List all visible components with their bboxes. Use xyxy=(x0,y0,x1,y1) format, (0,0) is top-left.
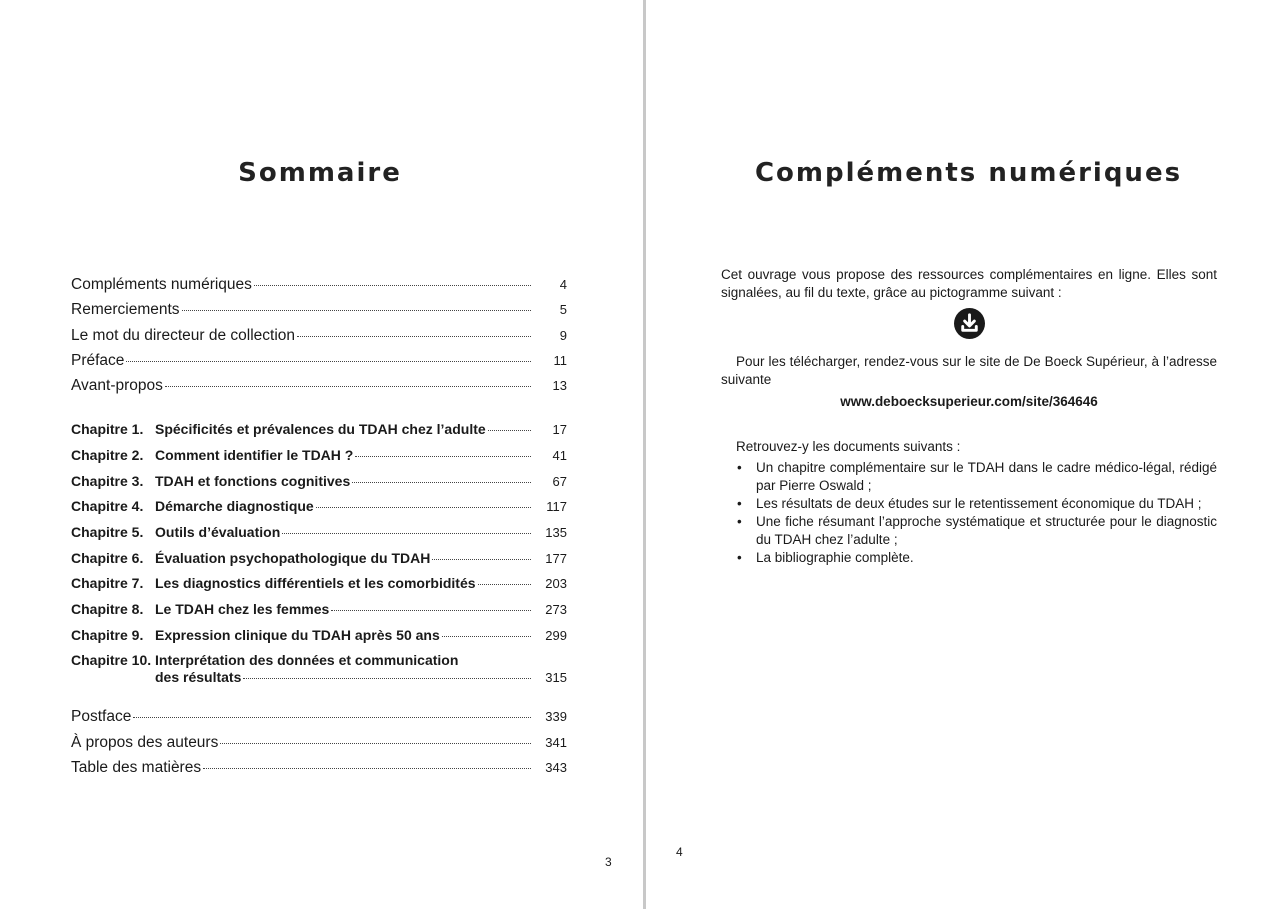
toc-chapter[interactable] xyxy=(71,524,567,540)
toc-entry[interactable] xyxy=(71,352,567,370)
chapter-page: 315 xyxy=(545,670,567,685)
chapter-page: 117 xyxy=(546,499,567,514)
toc-entry-label: Compléments numériques xyxy=(71,276,252,293)
chapter-number: Chapitre 4. xyxy=(71,498,144,514)
toc-entry[interactable] xyxy=(71,276,567,294)
toc-entry-label: Le mot du directeur de collection xyxy=(71,327,296,344)
list-item: • Un chapitre complémentaire sur le TDAH dans le cadre médico-légal, rédigé par Pierre Oswald ; xyxy=(721,459,1217,495)
dot-leader xyxy=(478,584,531,585)
chapter-page: 41 xyxy=(552,448,567,463)
chapter-title: Démarche diagnostique xyxy=(155,498,314,514)
chapter-page: 67 xyxy=(552,474,567,489)
toc-chapter[interactable] xyxy=(71,550,567,566)
toc-entry[interactable] xyxy=(71,327,567,345)
chapter-number: Chapitre 9. xyxy=(71,627,144,643)
toc-entry-page: 11 xyxy=(553,353,567,368)
page-title: Sommaire xyxy=(238,158,402,188)
toc-chapter[interactable] xyxy=(71,575,567,591)
chapter-title: TDAH et fonctions cognitives xyxy=(155,473,351,489)
chapter-number: Chapitre 3. xyxy=(71,473,144,489)
chapter-page: 177 xyxy=(545,551,567,566)
left-page xyxy=(0,0,643,909)
dot-leader xyxy=(220,743,531,744)
dot-leader xyxy=(254,285,531,286)
chapter-page: 273 xyxy=(545,602,567,617)
dot-leader xyxy=(182,310,531,311)
dot-leader xyxy=(243,678,531,679)
chapter-number: Chapitre 1. xyxy=(71,421,144,437)
toc-entry-page: 343 xyxy=(545,760,567,775)
chapter-title: Comment identifier le TDAH ? xyxy=(155,447,354,463)
toc-chapter-first-line[interactable] xyxy=(71,652,458,668)
toc-entry-label: Postface xyxy=(71,708,132,725)
toc-chapter[interactable] xyxy=(71,447,567,463)
dot-leader xyxy=(297,336,531,337)
page-title: Compléments numériques xyxy=(754,158,1183,188)
toc-entry-label: Table des matières xyxy=(71,759,202,776)
dot-leader xyxy=(352,482,531,483)
documents-list xyxy=(721,459,1217,567)
chapter-number: Chapitre 7. xyxy=(71,575,144,591)
chapter-number: Chapitre 2. xyxy=(71,447,144,463)
intro-paragraph: Cet ouvrage vous propose des ressources complémentaires en ligne. Elles sont signalées, au fil du texte, grâce au pictogramme suivant : xyxy=(721,267,1217,300)
chapter-page: 135 xyxy=(545,525,567,540)
dot-leader xyxy=(488,430,531,431)
toc-entry-label: Préface xyxy=(71,352,125,369)
dot-leader xyxy=(133,717,531,718)
dot-leader xyxy=(355,456,531,457)
dot-leader xyxy=(126,361,531,362)
toc-entry[interactable] xyxy=(71,759,567,777)
list-item: • Les résultats de deux études sur le retentissement économique du TDAH ; xyxy=(721,495,1217,513)
dot-leader xyxy=(442,636,531,637)
dot-leader xyxy=(203,768,531,769)
chapter-title: Expression clinique du TDAH après 50 ans xyxy=(155,627,440,643)
dot-leader xyxy=(282,533,531,534)
toc-entry-page: 339 xyxy=(545,709,567,724)
toc-chapter[interactable] xyxy=(71,669,567,685)
chapter-title: Outils d’évaluation xyxy=(155,524,281,540)
chapter-title: Les diagnostics différentiels et les comorbidités xyxy=(155,575,476,591)
chapter-page: 299 xyxy=(545,628,567,643)
page-number: 3 xyxy=(605,855,612,869)
toc-chapter[interactable] xyxy=(71,421,567,437)
toc-chapter[interactable] xyxy=(71,473,567,489)
dot-leader xyxy=(316,507,531,508)
right-page xyxy=(646,0,1287,909)
chapter-number: Chapitre 6. xyxy=(71,550,144,566)
toc-chapter[interactable] xyxy=(71,627,567,643)
dot-leader xyxy=(432,559,531,560)
chapter-title: Évaluation psychopathologique du TDAH xyxy=(155,550,431,566)
toc-entry-page: 4 xyxy=(559,277,567,292)
toc-entry-label: Avant-propos xyxy=(71,377,163,394)
toc-entry-label: À propos des auteurs xyxy=(71,734,219,751)
toc-entry[interactable] xyxy=(71,708,567,726)
chapter-page: 17 xyxy=(552,422,567,437)
chapter-number: Chapitre 5. xyxy=(71,524,144,540)
chapter-title: Interprétation des données et communication xyxy=(155,652,459,668)
chapter-title: Spécificités et prévalences du TDAH chez l’adulte xyxy=(155,421,486,437)
dot-leader xyxy=(165,386,531,387)
download-icon xyxy=(954,308,985,339)
toc-entry-label: Remerciements xyxy=(71,301,180,318)
chapter-number: Chapitre 10. xyxy=(71,652,152,668)
chapter-number: Chapitre 8. xyxy=(71,601,144,617)
toc-entry-page: 341 xyxy=(545,735,567,750)
toc-entry-page: 13 xyxy=(552,378,567,393)
toc-entry[interactable] xyxy=(71,734,567,752)
toc-entry[interactable] xyxy=(71,301,567,319)
page-number: 4 xyxy=(676,845,683,859)
chapter-page: 203 xyxy=(545,576,567,591)
chapter-title: Le TDAH chez les femmes xyxy=(155,601,330,617)
toc-chapter[interactable] xyxy=(71,498,567,514)
toc-entry-page: 5 xyxy=(559,302,567,317)
chapter-title: des résultats xyxy=(155,669,242,685)
toc-entry[interactable] xyxy=(71,377,567,395)
list-intro: Retrouvez-y les documents suivants : xyxy=(736,439,961,454)
list-item: • La bibliographie complète. xyxy=(721,549,1217,567)
list-item: • Une fiche résumant l’approche systématique et structurée pour le diagnostic du TDAH chez l’adulte ; xyxy=(721,513,1217,549)
website-link[interactable]: www.deboecksuperieur.com/site/364646 xyxy=(840,394,1098,409)
toc-entry-page: 9 xyxy=(559,328,567,343)
dot-leader xyxy=(331,610,531,611)
toc-chapter[interactable] xyxy=(71,601,567,617)
download-paragraph: Pour les télécharger, rendez-vous sur le site de De Boeck Supérieur, à l’adresse suivante xyxy=(721,354,1217,387)
